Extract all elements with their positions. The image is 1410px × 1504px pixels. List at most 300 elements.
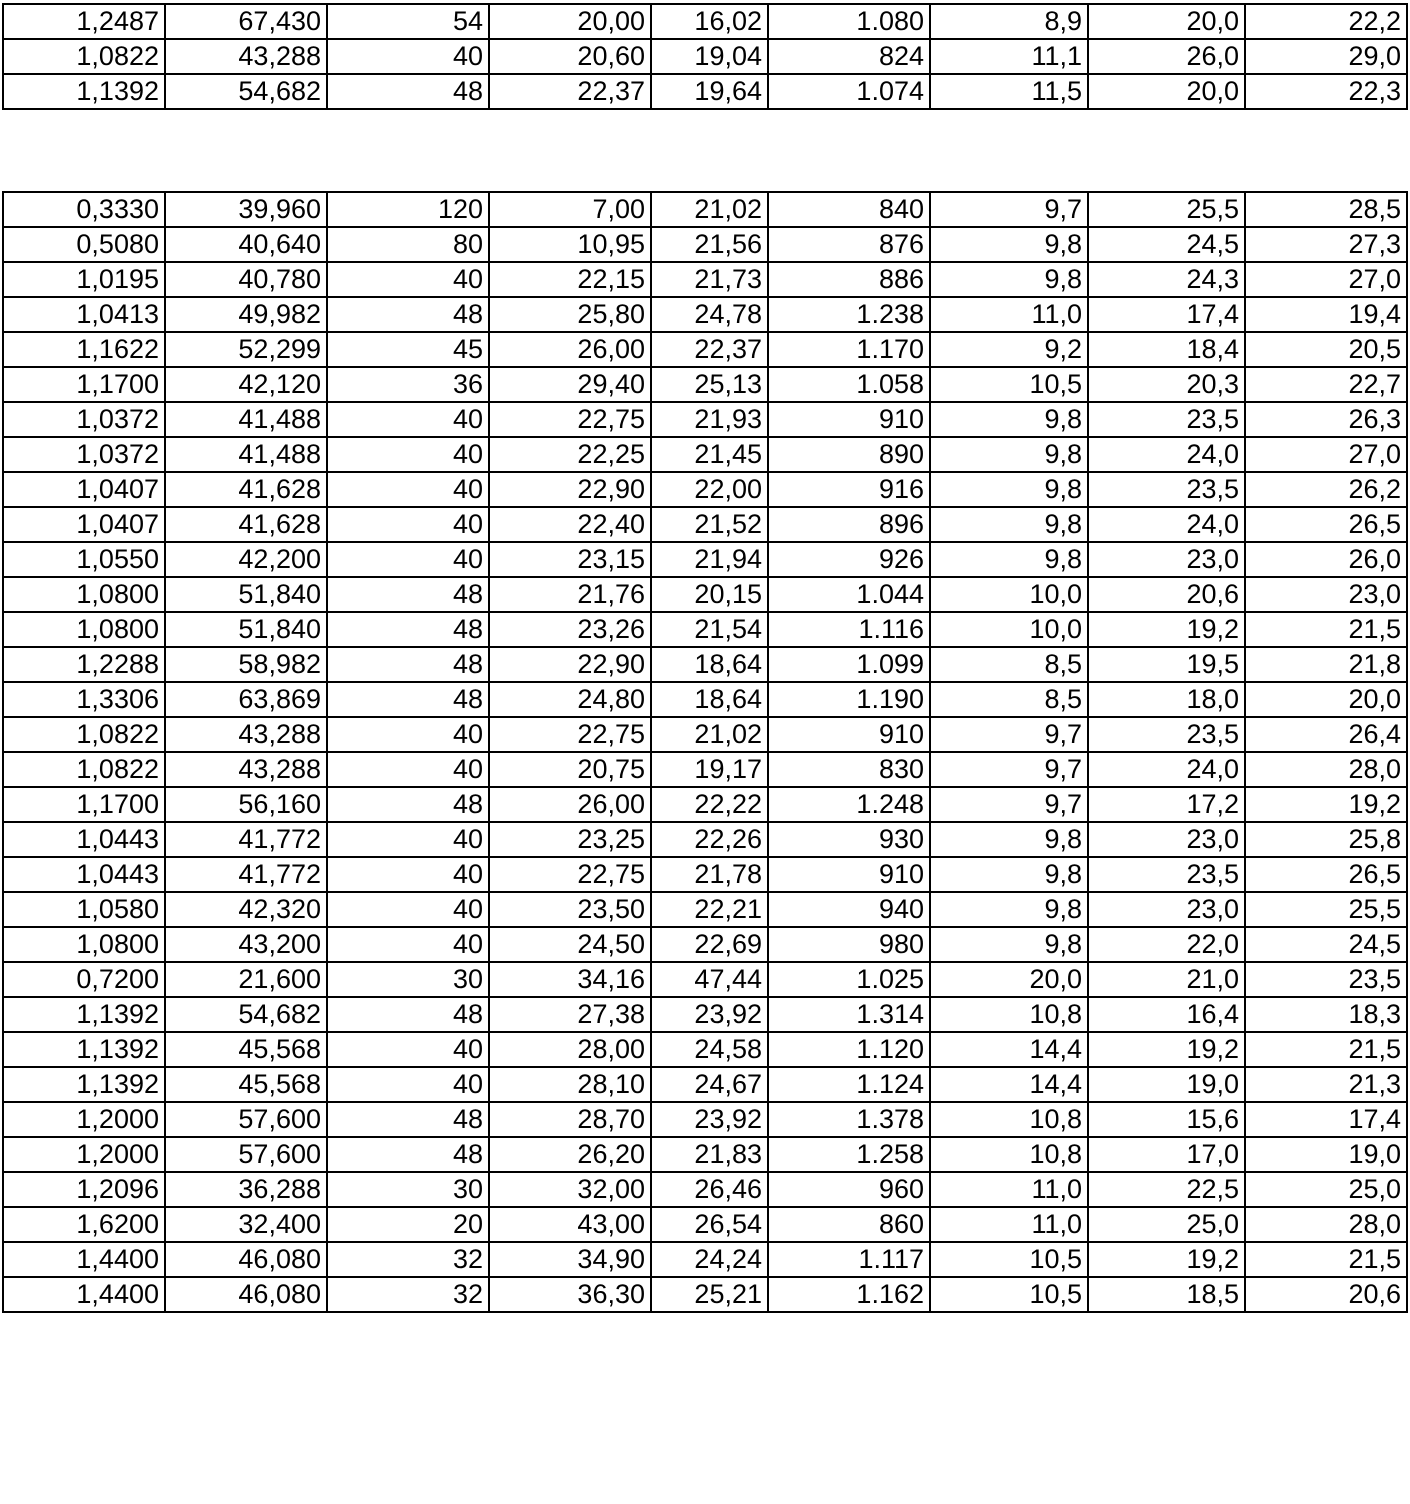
table-cell: 40 [327, 472, 489, 507]
table-cell: 17,0 [1088, 1137, 1245, 1172]
table-cell: 27,38 [489, 997, 651, 1032]
table-row [3, 892, 1407, 927]
table-cell: 1.162 [768, 1277, 930, 1312]
table-cell: 11,0 [930, 297, 1088, 332]
table-cell: 1,0800 [3, 577, 165, 612]
table-row [3, 927, 1407, 962]
table-cell: 48 [327, 1137, 489, 1172]
table-cell: 23,0 [1245, 577, 1407, 612]
table-cell: 40 [327, 857, 489, 892]
table-cell: 21,93 [651, 402, 768, 437]
table-cell: 11,0 [930, 1172, 1088, 1207]
table-cell: 32,00 [489, 1172, 651, 1207]
table-cell: 1.116 [768, 612, 930, 647]
table-row [3, 787, 1407, 822]
table-cell: 23,0 [1088, 892, 1245, 927]
table-cell: 36 [327, 367, 489, 402]
table-row [3, 227, 1407, 262]
table-cell: 40 [327, 927, 489, 962]
table-cell: 40 [327, 822, 489, 857]
table-cell: 67,430 [165, 4, 327, 39]
table-cell: 19,0 [1245, 1137, 1407, 1172]
table-cell: 43,288 [165, 752, 327, 787]
table-cell: 7,00 [489, 192, 651, 227]
table-cell: 1.248 [768, 787, 930, 822]
table-cell: 54,682 [165, 997, 327, 1032]
table-cell: 32 [327, 1277, 489, 1312]
table-cell: 48 [327, 74, 489, 109]
table-row [3, 1242, 1407, 1277]
table-cell: 40 [327, 892, 489, 927]
table-cell: 22,22 [651, 787, 768, 822]
table-cell: 1.258 [768, 1137, 930, 1172]
table-cell: 20,0 [1088, 74, 1245, 109]
table-row [3, 1277, 1407, 1312]
table-cell: 0,7200 [3, 962, 165, 997]
table-cell: 26,2 [1245, 472, 1407, 507]
table-cell: 46,080 [165, 1277, 327, 1312]
table-cell: 21,02 [651, 192, 768, 227]
table-cell: 40,640 [165, 227, 327, 262]
table-cell: 1,0413 [3, 297, 165, 332]
table-row [3, 297, 1407, 332]
table-cell: 9,7 [930, 192, 1088, 227]
table-cell: 49,982 [165, 297, 327, 332]
data-table-top [2, 3, 1408, 110]
table-cell: 40 [327, 752, 489, 787]
table-cell: 41,628 [165, 472, 327, 507]
table-row [3, 507, 1407, 542]
table-cell: 21,02 [651, 717, 768, 752]
table-cell: 22,15 [489, 262, 651, 297]
table-cell: 51,840 [165, 612, 327, 647]
table-cell: 20,15 [651, 577, 768, 612]
table-row [3, 857, 1407, 892]
table-cell: 10,5 [930, 1277, 1088, 1312]
table-cell: 18,3 [1245, 997, 1407, 1032]
table-cell: 19,0 [1088, 1067, 1245, 1102]
table-cell: 1,0550 [3, 542, 165, 577]
table-cell: 26,46 [651, 1172, 768, 1207]
table-cell: 25,21 [651, 1277, 768, 1312]
table-cell: 40 [327, 1032, 489, 1067]
table-cell: 40 [327, 262, 489, 297]
table-cell: 45,568 [165, 1032, 327, 1067]
table-cell: 25,5 [1245, 892, 1407, 927]
table-cell: 11,5 [930, 74, 1088, 109]
table-cell: 21,0 [1088, 962, 1245, 997]
table-cell: 9,8 [930, 857, 1088, 892]
table-cell: 886 [768, 262, 930, 297]
table-cell: 28,00 [489, 1032, 651, 1067]
table-cell: 1,0372 [3, 402, 165, 437]
table-cell: 824 [768, 39, 930, 74]
table-cell: 22,37 [651, 332, 768, 367]
table-cell: 1,0822 [3, 717, 165, 752]
table-cell: 27,3 [1245, 227, 1407, 262]
table-cell: 14,4 [930, 1067, 1088, 1102]
table-cell: 20,3 [1088, 367, 1245, 402]
table-cell: 930 [768, 822, 930, 857]
table-cell: 1.170 [768, 332, 930, 367]
table-cell: 21,54 [651, 612, 768, 647]
table-cell: 1,0443 [3, 857, 165, 892]
table-cell: 18,4 [1088, 332, 1245, 367]
table-cell: 23,0 [1088, 822, 1245, 857]
table-cell: 52,299 [165, 332, 327, 367]
table-cell: 26,0 [1088, 39, 1245, 74]
table-cell: 41,772 [165, 857, 327, 892]
table-row [3, 647, 1407, 682]
table-cell: 26,54 [651, 1207, 768, 1242]
table-cell: 890 [768, 437, 930, 472]
table-cell: 19,5 [1088, 647, 1245, 682]
table-cell: 22,7 [1245, 367, 1407, 402]
table-cell: 830 [768, 752, 930, 787]
table-cell: 20,75 [489, 752, 651, 787]
table-cell: 0,3330 [3, 192, 165, 227]
table-cell: 24,78 [651, 297, 768, 332]
table-cell: 57,600 [165, 1137, 327, 1172]
table-cell: 916 [768, 472, 930, 507]
table-cell: 21,78 [651, 857, 768, 892]
table-cell: 21,5 [1245, 1242, 1407, 1277]
table-cell: 1,0407 [3, 507, 165, 542]
table-cell: 1.074 [768, 74, 930, 109]
table-cell: 8,9 [930, 4, 1088, 39]
table-cell: 18,64 [651, 647, 768, 682]
table-cell: 48 [327, 682, 489, 717]
table-cell: 926 [768, 542, 930, 577]
table-cell: 23,5 [1088, 402, 1245, 437]
table-cell: 23,5 [1245, 962, 1407, 997]
table-cell: 28,70 [489, 1102, 651, 1137]
table-cell: 940 [768, 892, 930, 927]
table-cell: 1,0822 [3, 752, 165, 787]
table-cell: 20,0 [1088, 4, 1245, 39]
table-cell: 23,15 [489, 542, 651, 577]
table-cell: 22,90 [489, 647, 651, 682]
table-cell: 19,17 [651, 752, 768, 787]
table-cell: 24,0 [1088, 437, 1245, 472]
table-cell: 42,200 [165, 542, 327, 577]
table-cell: 1,0443 [3, 822, 165, 857]
table-cell: 9,8 [930, 507, 1088, 542]
table-cell: 48 [327, 787, 489, 822]
table-cell: 1,1392 [3, 1067, 165, 1102]
table-row [3, 367, 1407, 402]
table-cell: 42,120 [165, 367, 327, 402]
table-cell: 19,04 [651, 39, 768, 74]
table-cell: 54 [327, 4, 489, 39]
table-cell: 22,75 [489, 402, 651, 437]
table-cell: 20 [327, 1207, 489, 1242]
table-cell: 26,20 [489, 1137, 651, 1172]
table-cell: 19,4 [1245, 297, 1407, 332]
table-cell: 30 [327, 1172, 489, 1207]
table-cell: 10,95 [489, 227, 651, 262]
table-cell: 47,44 [651, 962, 768, 997]
table-cell: 1,0407 [3, 472, 165, 507]
table-cell: 9,7 [930, 752, 1088, 787]
table-cell: 17,2 [1088, 787, 1245, 822]
table-cell: 40,780 [165, 262, 327, 297]
table-cell: 22,37 [489, 74, 651, 109]
table-cell: 1,1700 [3, 367, 165, 402]
table-cell: 54,682 [165, 74, 327, 109]
table-cell: 1,4400 [3, 1242, 165, 1277]
table-cell: 19,2 [1088, 612, 1245, 647]
table-cell: 28,5 [1245, 192, 1407, 227]
table-cell: 41,772 [165, 822, 327, 857]
table-cell: 910 [768, 857, 930, 892]
table-cell: 41,488 [165, 402, 327, 437]
table-cell: 20,5 [1245, 332, 1407, 367]
table-cell: 40 [327, 1067, 489, 1102]
table-cell: 24,80 [489, 682, 651, 717]
table-cell: 21,8 [1245, 647, 1407, 682]
table-cell: 1,1392 [3, 74, 165, 109]
table-cell: 20,0 [1245, 682, 1407, 717]
table-cell: 48 [327, 297, 489, 332]
table-cell: 17,4 [1245, 1102, 1407, 1137]
table-cell: 1.080 [768, 4, 930, 39]
table-cell: 26,3 [1245, 402, 1407, 437]
table-cell: 26,00 [489, 332, 651, 367]
table-cell: 23,5 [1088, 717, 1245, 752]
table-cell: 26,5 [1245, 857, 1407, 892]
table-cell: 23,50 [489, 892, 651, 927]
table-cell: 21,94 [651, 542, 768, 577]
table-cell: 896 [768, 507, 930, 542]
table-cell: 16,4 [1088, 997, 1245, 1032]
table-cell: 9,8 [930, 927, 1088, 962]
table-cell: 0,5080 [3, 227, 165, 262]
table-cell: 22,0 [1088, 927, 1245, 962]
table-row [3, 962, 1407, 997]
table-cell: 1,6200 [3, 1207, 165, 1242]
table-cell: 9,8 [930, 262, 1088, 297]
table-cell: 26,4 [1245, 717, 1407, 752]
table-cell: 23,26 [489, 612, 651, 647]
table-cell: 10,8 [930, 1137, 1088, 1172]
table-cell: 34,16 [489, 962, 651, 997]
table-cell: 22,69 [651, 927, 768, 962]
table-cell: 876 [768, 227, 930, 262]
table-row [3, 997, 1407, 1032]
table-cell: 15,6 [1088, 1102, 1245, 1137]
table-cell: 19,2 [1245, 787, 1407, 822]
table-row [3, 822, 1407, 857]
table-cell: 27,0 [1245, 437, 1407, 472]
table-cell: 22,3 [1245, 74, 1407, 109]
table-row [3, 1067, 1407, 1102]
table-cell: 840 [768, 192, 930, 227]
table-cell: 22,2 [1245, 4, 1407, 39]
table-cell: 43,00 [489, 1207, 651, 1242]
table-row [3, 717, 1407, 752]
table-cell: 9,8 [930, 437, 1088, 472]
table-row [3, 752, 1407, 787]
table-cell: 45,568 [165, 1067, 327, 1102]
table-cell: 48 [327, 997, 489, 1032]
table-cell: 23,92 [651, 1102, 768, 1137]
table-row [3, 577, 1407, 612]
table-cell: 43,200 [165, 927, 327, 962]
table-cell: 28,10 [489, 1067, 651, 1102]
table-cell: 24,67 [651, 1067, 768, 1102]
table-cell: 1.238 [768, 297, 930, 332]
table-cell: 21,83 [651, 1137, 768, 1172]
table-cell: 27,0 [1245, 262, 1407, 297]
table-cell: 41,488 [165, 437, 327, 472]
table-cell: 980 [768, 927, 930, 962]
table-cell: 48 [327, 647, 489, 682]
table-cell: 24,50 [489, 927, 651, 962]
table-cell: 41,628 [165, 507, 327, 542]
table-cell: 8,5 [930, 682, 1088, 717]
table-cell: 10,5 [930, 1242, 1088, 1277]
table-cell: 43,288 [165, 39, 327, 74]
table-row [3, 4, 1407, 39]
table-cell: 40 [327, 437, 489, 472]
table-cell: 42,320 [165, 892, 327, 927]
table-cell: 22,5 [1088, 1172, 1245, 1207]
table-row [3, 402, 1407, 437]
table-cell: 23,0 [1088, 542, 1245, 577]
table-cell: 46,080 [165, 1242, 327, 1277]
table-cell: 1.190 [768, 682, 930, 717]
table-cell: 1,0800 [3, 612, 165, 647]
table-cell: 21,76 [489, 577, 651, 612]
table-cell: 1.117 [768, 1242, 930, 1277]
table-cell: 23,5 [1088, 472, 1245, 507]
table-cell: 20,6 [1245, 1277, 1407, 1312]
table-cell: 21,5 [1245, 1032, 1407, 1067]
table-cell: 1,0822 [3, 39, 165, 74]
table-cell: 21,56 [651, 227, 768, 262]
table-cell: 40 [327, 402, 489, 437]
table-cell: 1,0195 [3, 262, 165, 297]
table-cell: 22,25 [489, 437, 651, 472]
table-cell: 25,0 [1088, 1207, 1245, 1242]
table-cell: 63,869 [165, 682, 327, 717]
table-cell: 48 [327, 577, 489, 612]
table-cell: 23,92 [651, 997, 768, 1032]
table-cell: 1.378 [768, 1102, 930, 1137]
table-cell: 1,0580 [3, 892, 165, 927]
table-cell: 36,288 [165, 1172, 327, 1207]
table-row [3, 612, 1407, 647]
table-cell: 9,8 [930, 402, 1088, 437]
table-cell: 1.314 [768, 997, 930, 1032]
table-cell: 24,0 [1088, 507, 1245, 542]
table-cell: 960 [768, 1172, 930, 1207]
table-cell: 26,0 [1245, 542, 1407, 577]
table-cell: 10,0 [930, 577, 1088, 612]
table-row [3, 332, 1407, 367]
table-cell: 24,0 [1088, 752, 1245, 787]
table-row [3, 437, 1407, 472]
table-cell: 22,75 [489, 717, 651, 752]
table-cell: 21,45 [651, 437, 768, 472]
table-cell: 22,40 [489, 507, 651, 542]
table-cell: 1,3306 [3, 682, 165, 717]
table-cell: 17,4 [1088, 297, 1245, 332]
table-cell: 40 [327, 507, 489, 542]
table-cell: 26,5 [1245, 507, 1407, 542]
table-cell: 26,00 [489, 787, 651, 822]
table-cell: 22,26 [651, 822, 768, 857]
table-cell: 11,0 [930, 1207, 1088, 1242]
table-cell: 58,982 [165, 647, 327, 682]
table-cell: 10,8 [930, 997, 1088, 1032]
table-cell: 24,5 [1245, 927, 1407, 962]
table-cell: 1,2096 [3, 1172, 165, 1207]
table-cell: 9,8 [930, 472, 1088, 507]
table-cell: 20,60 [489, 39, 651, 74]
table-cell: 20,6 [1088, 577, 1245, 612]
table-cell: 19,2 [1088, 1242, 1245, 1277]
table-cell: 9,7 [930, 787, 1088, 822]
table-cell: 1,2288 [3, 647, 165, 682]
table-cell: 11,1 [930, 39, 1088, 74]
table-cell: 18,0 [1088, 682, 1245, 717]
table-cell: 1,0372 [3, 437, 165, 472]
table-cell: 9,8 [930, 892, 1088, 927]
table-cell: 24,5 [1088, 227, 1245, 262]
table-cell: 40 [327, 717, 489, 752]
table-cell: 1,1392 [3, 997, 165, 1032]
table-cell: 40 [327, 542, 489, 577]
table-cell: 25,0 [1245, 1172, 1407, 1207]
table-cell: 10,0 [930, 612, 1088, 647]
table-cell: 1,1392 [3, 1032, 165, 1067]
table-cell: 51,840 [165, 577, 327, 612]
table-cell: 48 [327, 612, 489, 647]
table-row [3, 542, 1407, 577]
table-row [3, 74, 1407, 109]
table-cell: 20,0 [930, 962, 1088, 997]
table-cell: 23,25 [489, 822, 651, 857]
table-cell: 9,8 [930, 822, 1088, 857]
table-cell: 1.120 [768, 1032, 930, 1067]
table-cell: 25,5 [1088, 192, 1245, 227]
table-cell: 21,73 [651, 262, 768, 297]
table-cell: 910 [768, 402, 930, 437]
table-cell: 25,8 [1245, 822, 1407, 857]
table-cell: 48 [327, 1102, 489, 1137]
table-cell: 9,8 [930, 542, 1088, 577]
table-cell: 1,1622 [3, 332, 165, 367]
table-cell: 1.025 [768, 962, 930, 997]
table-cell: 34,90 [489, 1242, 651, 1277]
table-cell: 22,75 [489, 857, 651, 892]
table-cell: 21,52 [651, 507, 768, 542]
table-cell: 22,00 [651, 472, 768, 507]
table-cell: 25,13 [651, 367, 768, 402]
table-row [3, 1032, 1407, 1067]
table-cell: 32 [327, 1242, 489, 1277]
data-table-bottom [2, 191, 1408, 1313]
table-cell: 18,64 [651, 682, 768, 717]
table-cell: 57,600 [165, 1102, 327, 1137]
table-row [3, 262, 1407, 297]
table-row [3, 472, 1407, 507]
table-cell: 24,58 [651, 1032, 768, 1067]
table-cell: 9,7 [930, 717, 1088, 752]
table-cell: 29,40 [489, 367, 651, 402]
